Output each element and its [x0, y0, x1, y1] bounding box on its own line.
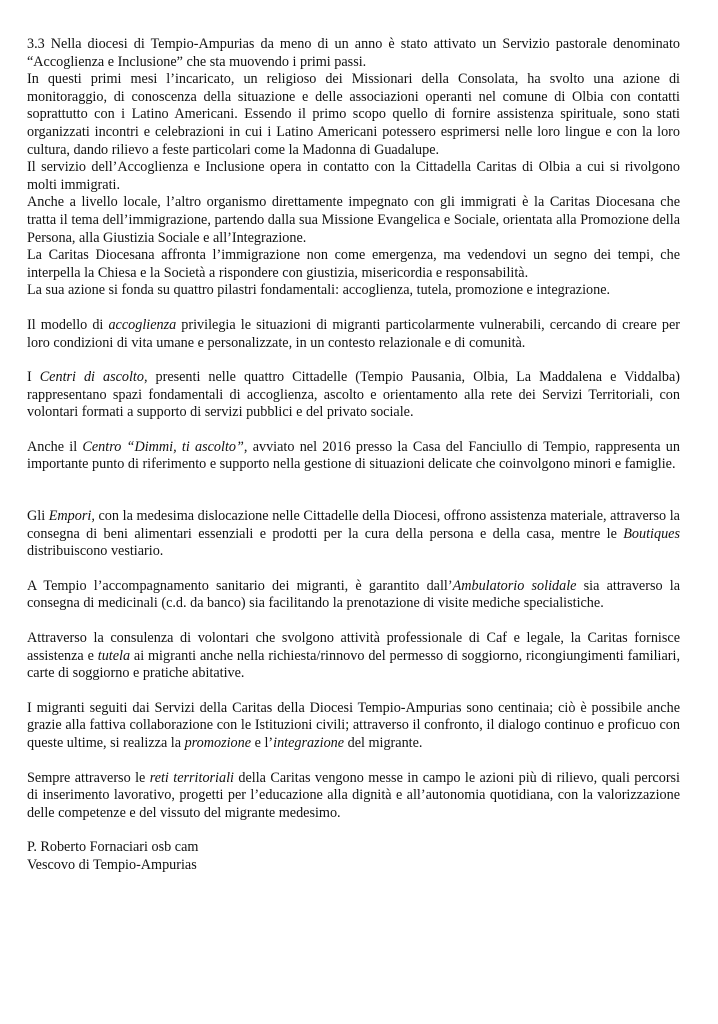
text-run: , avviato nel 2016 presso la Casa del Fanciullo di Tempio, rappresenta un importante punto di riferimento e supporto nella gestione di situazioni delicate che coinvolgono minori e famiglie.: [27, 438, 680, 473]
paragraph-quattro-pilastri: La sua azione si fonda su quattro pilastri fondamentali: accoglienza, tutela, promozione e integrazione.: [27, 282, 611, 299]
text-run: A Tempio l’accompagnamento sanitario dei migranti, è garantito dall’: [27, 577, 453, 594]
text-run: privilegia le situazioni di migranti particolarmente vulnerabili, cercando di creare per loro condizioni di vita umane e personalizzate, in un contesto relazionale e di comunità.: [27, 316, 680, 351]
paragraph-accoglienza: [27, 317, 680, 352]
text-run: del migrante.: [344, 735, 423, 751]
italic-term: Centri di ascolto: [39, 369, 144, 386]
text-run: I: [27, 369, 40, 386]
italic-term: promozione: [184, 735, 252, 751]
italic-term: reti territoriali: [149, 769, 234, 786]
italic-term: tutela: [97, 647, 131, 664]
text-run: distribuiscono vestiario.: [27, 543, 164, 560]
text-run: Attraverso la consulenza di volontari che svolgono attività professionale di Caf e legale, la Caritas fornisce assistenza e: [27, 630, 680, 664]
text-run: Il modello di: [27, 316, 109, 333]
paragraph-consulenza: [27, 630, 680, 683]
intro-block: [27, 36, 680, 300]
paragraph-reti-territoriali: [27, 770, 680, 823]
italic-term: Ambulatorio solidale: [452, 577, 577, 594]
text-run: con la medesima dislocazione nelle Cittadelle della Diocesi, offrono assistenza materiale, attraverso la consegna di beni alimentari essenziali e prodotti per la cura della persona e della casa, mentre le: [27, 508, 680, 542]
paragraph-migranti-seguiti: [27, 700, 680, 753]
italic-term: Boutiques: [623, 525, 680, 542]
italic-term: Centro “Dimmi, ti ascolto”: [82, 438, 244, 455]
paragraph-empori: [27, 508, 680, 561]
paragraph-centri-ascolto: [27, 369, 680, 422]
text-run: ai migranti anche nella richiesta/rinnovo del permesso di soggiorno, ricongiungimenti familiari, carte di soggiorno e pratiche abitative.: [27, 647, 680, 682]
signature-name: P. Roberto Fornaciari osb cam: [27, 839, 199, 856]
paragraph-servizio-pastorale: 3.3 Nella diocesi di Tempio-Ampurias da meno di un anno è stato attivato un Servizio pastorale denominato “Accoglienza e Inclusione” che sta muovendo i primi passi.: [27, 36, 680, 70]
italic-term: accoglienza: [108, 316, 177, 333]
paragraph-incaricato: In questi primi mesi l’incaricato, un religioso dei Missionari della Consolata, ha svolto una azione di monitoraggio, di conoscenza della situazione e delle associazioni operanti nel comune di Olbia con contatti soprattutto con i Latino Americani. Essendo il primo scopo quello di fornire assistenza spirituale, sono stati organizzati incontri e celebrazioni in cui i Latino Americani potessero esprimersi nelle loro lingue e con la loro cultura, dando rilievo a feste particolari come la Madonna di Guadalupe.: [27, 71, 680, 158]
text-run: Anche il: [27, 438, 83, 455]
italic-term: Empori,: [48, 508, 95, 525]
signature-block: [27, 839, 680, 874]
italic-term: integrazione: [273, 735, 345, 751]
text-run: Gli: [27, 508, 49, 525]
paragraph-ambulatorio: [27, 578, 680, 613]
paragraph-dimmi-ti-ascolto: [27, 439, 680, 474]
text-run: sia attraverso la consegna di medicinali (c.d. da banco) sia facilitando la prenotazione di visite mediche specialistiche.: [27, 577, 681, 612]
paragraph-caritas-diocesana: Anche a livello locale, l’altro organismo direttamente impegnato con gli immigrati è la Caritas Diocesana che tratta il tema dell’immigrazione, partendo dalla sua Missione Evangelica e Sociale, orientata alla Promozione della Persona, alla Giustizia Sociale e all’Integrazione.: [27, 194, 680, 246]
paragraph-cittadella-olbia: Il servizio dell’Accoglienza e Inclusione opera in contatto con la Cittadella Caritas di Olbia a cui si rivolgono molti immigrati.: [27, 159, 680, 193]
text-run: e l’: [251, 735, 274, 751]
text-run: della Caritas vengono messe in campo le azioni più di rilievo, quali percorsi di inserimento lavorativo, progetti per l’educazione alla dignità e all’autonomia quotidiana, con la valorizzazione delle competenze e del vissuto del migrante medesimo.: [27, 769, 681, 821]
signature-title: Vescovo di Tempio-Ampurias: [27, 856, 197, 873]
text-run: I migranti seguiti dai Servizi della Caritas della Diocesi Tempio-Ampurias sono centinaia; ciò è possibile anche grazie alla fattiva collaborazione con le Istituzioni civili; attraverso il confronto, il dialogo continuo e proficuo con queste ultime, si realizza la: [27, 699, 680, 751]
paragraph-immigrazione-segno: La Caritas Diocesana affronta l’immigrazione non come emergenza, ma vedendovi un segno dei tempi, che interpella la Chiesa e la Società a rispondere con giustizia, misericordia e responsabilità.: [27, 247, 680, 281]
text-run: Sempre attraverso le: [27, 769, 150, 786]
text-run: , presenti nelle quattro Cittadelle (Tempio Pausania, Olbia, La Maddalena e Viddalba) rappresentano spazi fondamentali di accoglienza, ascolto e orientamento alla rete dei Servizi Territoriali, con volontari formati a supporto di servizi pubblici e del privato sociale.: [27, 369, 680, 421]
